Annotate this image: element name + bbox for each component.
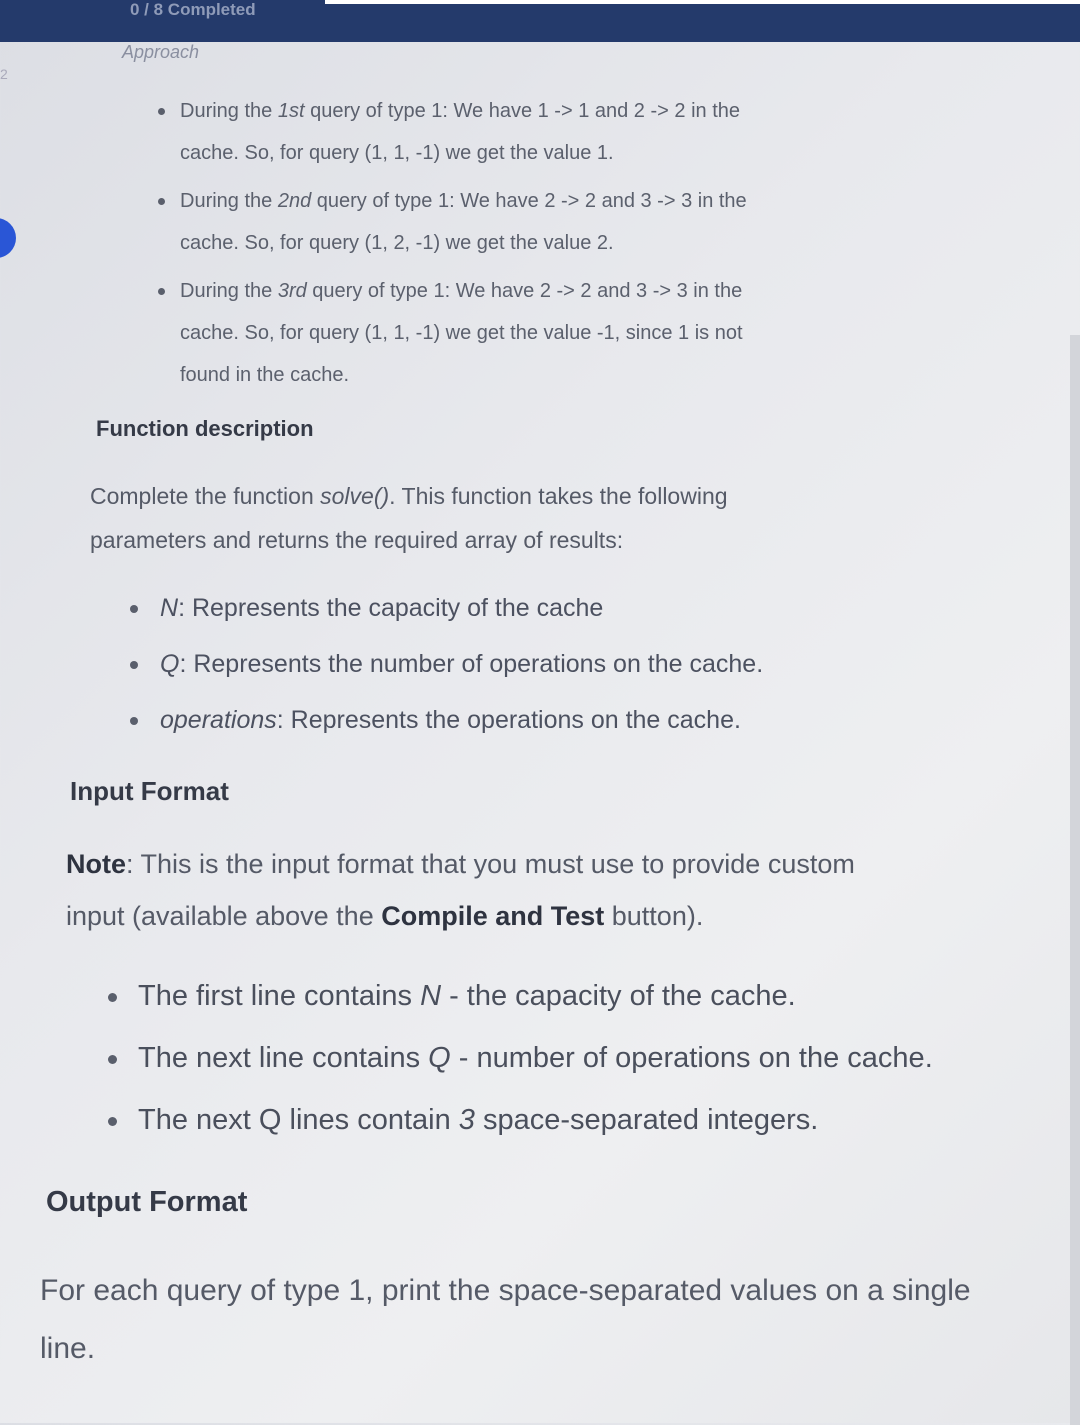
input-lines-list	[138, 965, 1038, 1151]
approach-list	[180, 90, 970, 402]
approach-label: Approach	[122, 42, 200, 62]
list-item: operations: Represents the operations on the cache.	[160, 692, 960, 748]
side-marker: 2	[0, 66, 8, 82]
function-description-heading: Function description	[96, 416, 314, 441]
list-item: The next Q lines contain 3 space-separated integers.	[138, 1089, 1038, 1151]
list-item: The next line contains Q - number of operations on the cache.	[138, 1027, 1038, 1089]
list-item: The first line contains N - the capacity of the cache.	[138, 965, 1038, 1027]
list-item: During the 2nd query of type 1: We have 2 -> 2 and 3 -> 3 in the cache. So, for query (1, 2, -1) we get the value 2.	[180, 180, 970, 264]
output-format-heading: Output Format	[46, 1186, 248, 1218]
function-description-intro: Complete the function solve(). This function takes the following parameters and returns the required array of results:	[90, 483, 728, 553]
progress-text: 0 / 8 Completed	[130, 0, 256, 19]
list-item: During the 1st query of type 1: We have 1 -> 1 and 2 -> 2 in the cache. So, for query (1, 1, -1) we get the value 1.	[180, 90, 970, 174]
list-item: During the 3rd query of type 1: We have 2 -> 2 and 3 -> 3 in the cache. So, for query (1, 1, -1) we get the value -1, since 1 is not found in the cache.	[180, 270, 970, 396]
list-item: Q: Represents the number of operations on the cache.	[160, 636, 960, 692]
input-format-note: Note: This is the input format that you must use to provide custom input (available above the Compile and Test button).	[66, 849, 855, 931]
input-format-heading: Input Format	[70, 776, 229, 806]
output-format-text: For each query of type 1, print the space-separated values on a single line.	[40, 1274, 971, 1365]
params-list	[160, 580, 960, 748]
list-item: N: Represents the capacity of the cache	[160, 580, 960, 636]
